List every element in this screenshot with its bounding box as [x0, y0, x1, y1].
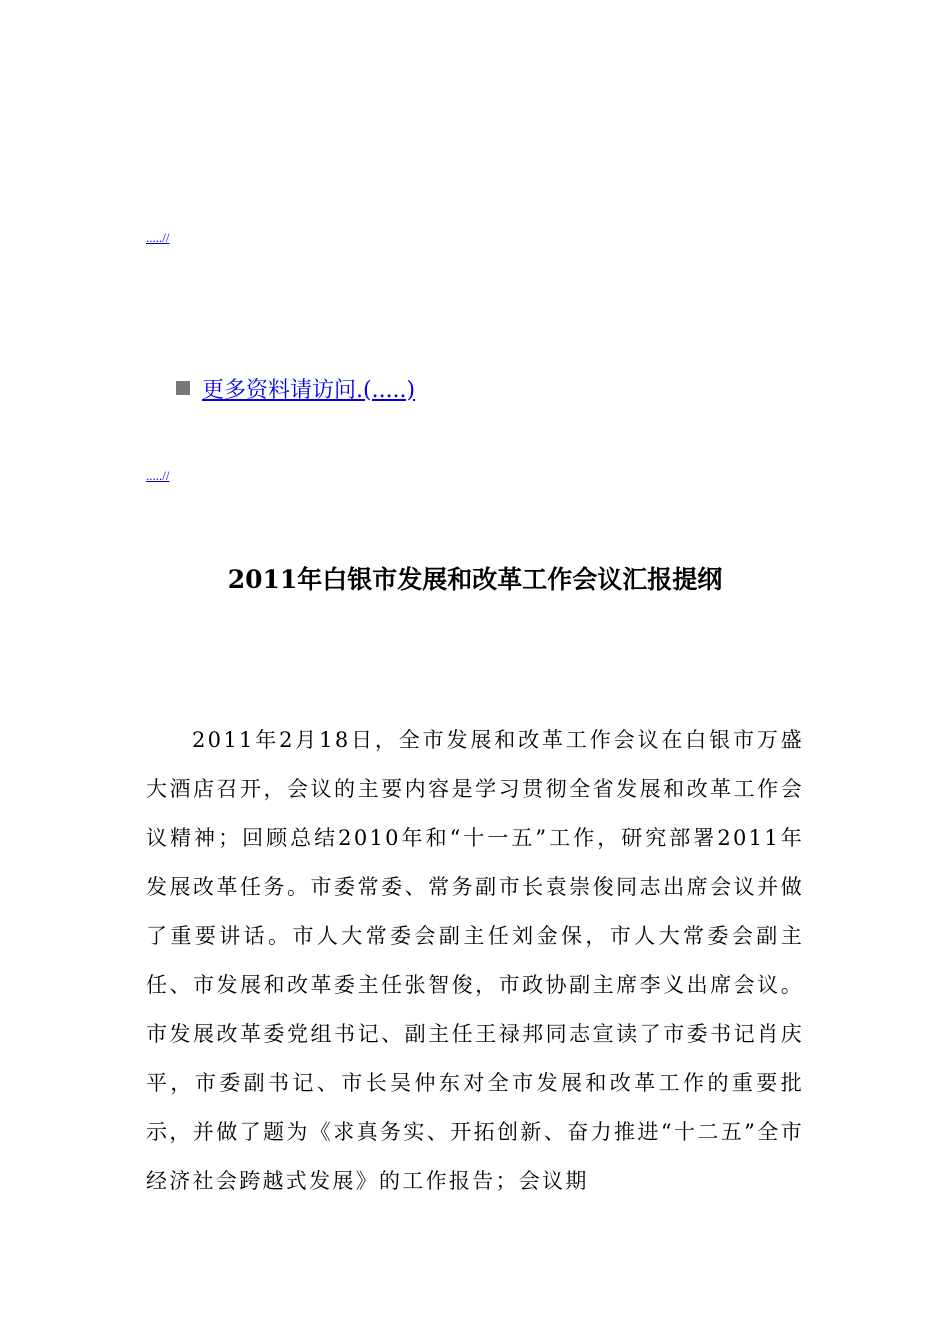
more-resources-link[interactable]: 更多资料请访问.(.....)	[202, 377, 416, 403]
mid-link[interactable]: .....//	[146, 468, 170, 483]
bullet-item	[176, 372, 415, 404]
document-title: 2011年白银市发展和改革工作会议汇报提纲	[227, 565, 723, 594]
body-paragraph: 2011年2月18日，全市发展和改革工作会议在白银市万盛大酒店召开，会议的主要内容是学习贯彻全省发展和改革工作会议精神；回顾总结2010年和“十一五”工作，研究部署2011年发展改革任务。市委常委、常务副市长袁崇俊同志出席会议并做了重要讲话。市人大常委会副主任刘金保，市人大常委会副主任、市发展和改革委主任张智俊，市政协副主席李义出席会议。市发展改革委党组书记、副主任王禄邦同志宣读了市委书记肖庆平，市委副书记、市长吴仲东对全市发展和改革工作的重要批示，并做了题为《求真务实、开拓创新、奋力推进“十二五”全市经济社会跨越式发展》的工作报告；会议期	[146, 728, 804, 1193]
square-bullet-icon	[176, 381, 190, 395]
top-link[interactable]: .....//	[146, 230, 170, 245]
